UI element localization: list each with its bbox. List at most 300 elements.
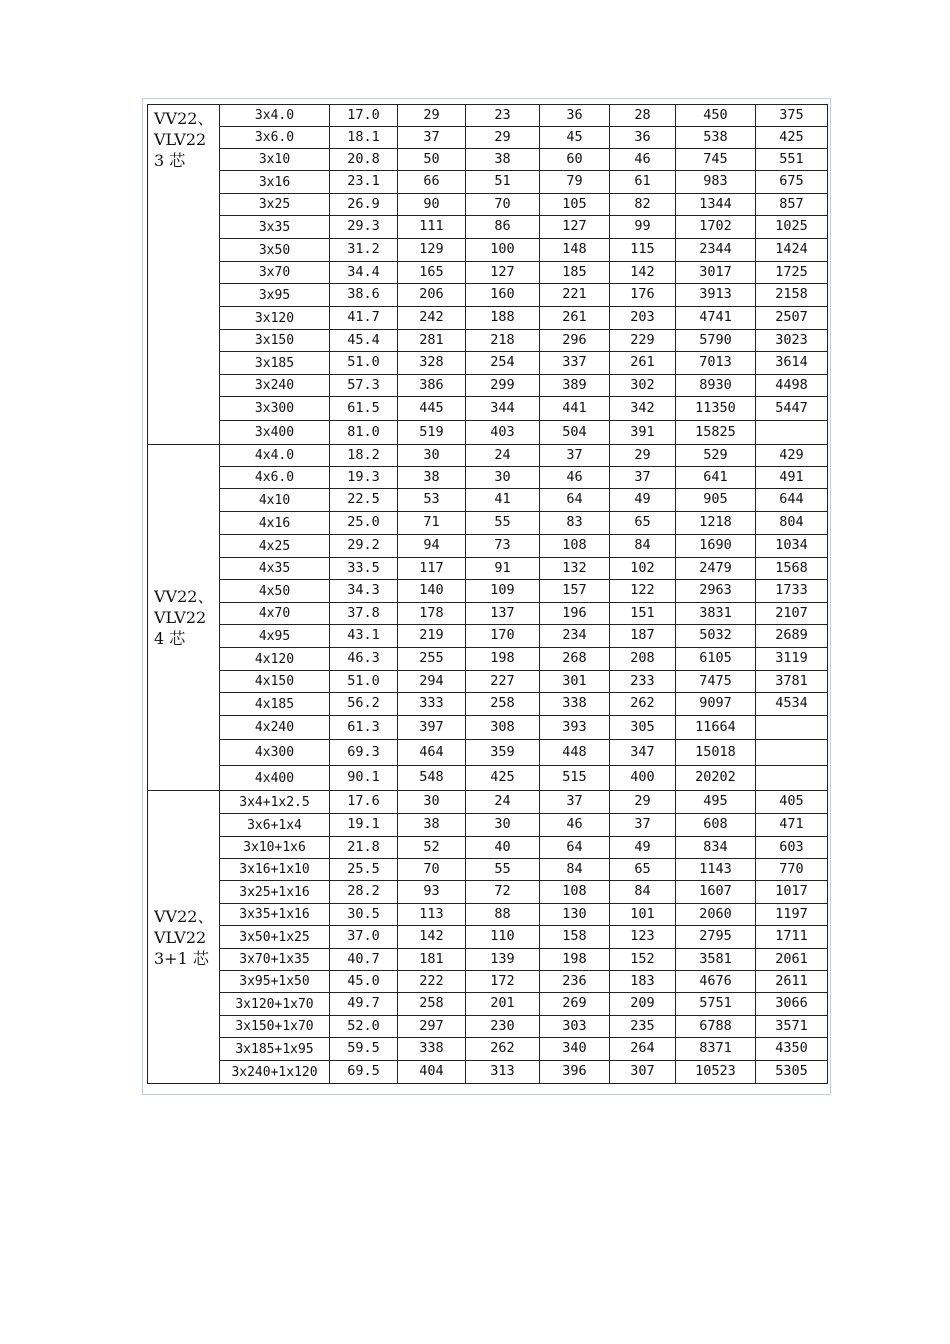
cell-outer-diameter: 52.0 <box>330 1016 398 1038</box>
cell-value-d: 46 <box>610 149 676 171</box>
cell-value-b: 109 <box>466 580 540 603</box>
table-row <box>148 671 828 693</box>
cell-spec: 4x240 <box>220 716 330 740</box>
cell-value-c: 515 <box>540 766 610 791</box>
cell-value-a: 404 <box>398 1061 466 1084</box>
cell-value-e: 529 <box>676 445 756 467</box>
cell-outer-diameter: 28.2 <box>330 881 398 904</box>
cell-value-e: 11664 <box>676 716 756 740</box>
cell-spec: 4x4.0 <box>220 445 330 467</box>
cell-value-e: 5751 <box>676 993 756 1016</box>
cell-spec: 3x25 <box>220 194 330 216</box>
cell-value-b: 230 <box>466 1016 540 1038</box>
cell-value-b: 172 <box>466 971 540 993</box>
cell-value-f: 644 <box>756 489 828 512</box>
cell-value-c: 105 <box>540 194 610 216</box>
cell-value-d: 233 <box>610 671 676 693</box>
cell-value-a: 445 <box>398 397 466 421</box>
cell-value-e: 4676 <box>676 971 756 993</box>
table-row <box>148 693 828 716</box>
cell-outer-diameter: 59.5 <box>330 1038 398 1061</box>
cell-spec: 3x50+1x25 <box>220 926 330 949</box>
cell-spec: 3x6+1x4 <box>220 814 330 837</box>
cell-value-b: 218 <box>466 330 540 352</box>
table-row <box>148 307 828 330</box>
cell-value-b: 262 <box>466 1038 540 1061</box>
cell-spec: 3x70 <box>220 262 330 284</box>
cell-value-d: 305 <box>610 716 676 740</box>
cell-value-b: 73 <box>466 535 540 558</box>
cell-value-b: 30 <box>466 814 540 837</box>
cell-value-d: 264 <box>610 1038 676 1061</box>
cell-outer-diameter: 45.0 <box>330 971 398 993</box>
table-row <box>148 648 828 671</box>
cell-spec: 3x35 <box>220 216 330 239</box>
table-row <box>148 814 828 837</box>
cell-value-b: 88 <box>466 904 540 926</box>
cell-value-e: 2963 <box>676 580 756 603</box>
cell-value-b: 258 <box>466 693 540 716</box>
cell-value-c: 303 <box>540 1016 610 1038</box>
cell-value-a: 294 <box>398 671 466 693</box>
cell-value-d: 229 <box>610 330 676 352</box>
cell-outer-diameter: 29.2 <box>330 535 398 558</box>
table-row <box>148 216 828 239</box>
cell-value-e: 8371 <box>676 1038 756 1061</box>
cell-value-f: 1197 <box>756 904 828 926</box>
cell-spec: 3x35+1x16 <box>220 904 330 926</box>
cell-spec: 4x95 <box>220 625 330 648</box>
cell-outer-diameter: 18.1 <box>330 127 398 149</box>
cell-value-d: 176 <box>610 284 676 307</box>
cell-value-f: 425 <box>756 127 828 149</box>
cell-value-f: 5447 <box>756 397 828 421</box>
cell-value-b: 55 <box>466 859 540 881</box>
cell-value-a: 38 <box>398 814 466 837</box>
cell-outer-diameter: 33.5 <box>330 558 398 580</box>
cell-value-a: 328 <box>398 352 466 375</box>
table-row <box>148 1061 828 1084</box>
cell-value-a: 38 <box>398 467 466 489</box>
table-row <box>148 971 828 993</box>
cell-outer-diameter: 17.6 <box>330 791 398 814</box>
cell-value-f: 5305 <box>756 1061 828 1084</box>
cell-outer-diameter: 43.1 <box>330 625 398 648</box>
table-row <box>148 949 828 971</box>
cell-value-c: 45 <box>540 127 610 149</box>
cell-value-b: 308 <box>466 716 540 740</box>
table-row <box>148 535 828 558</box>
cell-value-e: 1143 <box>676 859 756 881</box>
cell-outer-diameter: 23.1 <box>330 171 398 194</box>
cell-value-c: 268 <box>540 648 610 671</box>
cell-spec: 3x25+1x16 <box>220 881 330 904</box>
cell-value-f: 4498 <box>756 375 828 397</box>
cell-value-b: 344 <box>466 397 540 421</box>
cell-value-a: 219 <box>398 625 466 648</box>
table-row <box>148 397 828 421</box>
cell-value-d: 152 <box>610 949 676 971</box>
cell-value-b: 170 <box>466 625 540 648</box>
cell-value-d: 307 <box>610 1061 676 1084</box>
cell-spec: 3x95+1x50 <box>220 971 330 993</box>
cell-value-b: 201 <box>466 993 540 1016</box>
cell-value-d: 49 <box>610 837 676 859</box>
cell-value-c: 340 <box>540 1038 610 1061</box>
cell-value-a: 297 <box>398 1016 466 1038</box>
table-row <box>148 171 828 194</box>
cell-value-a: 70 <box>398 859 466 881</box>
group-label-line: VV22、 <box>154 906 214 926</box>
cell-value-f: 4350 <box>756 1038 828 1061</box>
cell-value-d: 391 <box>610 421 676 445</box>
table-row <box>148 837 828 859</box>
cell-value-f: 1424 <box>756 239 828 262</box>
cell-value-c: 127 <box>540 216 610 239</box>
cell-outer-diameter: 41.7 <box>330 307 398 330</box>
cell-value-e: 7475 <box>676 671 756 693</box>
cell-value-e: 1690 <box>676 535 756 558</box>
cell-value-f: 3571 <box>756 1016 828 1038</box>
cell-spec: 4x120 <box>220 648 330 671</box>
cell-value-a: 464 <box>398 740 466 766</box>
cell-value-a: 90 <box>398 194 466 216</box>
cell-value-a: 178 <box>398 603 466 625</box>
cell-value-b: 110 <box>466 926 540 949</box>
cell-value-a: 29 <box>398 105 466 127</box>
cell-value-f: 551 <box>756 149 828 171</box>
table-row <box>148 603 828 625</box>
cell-outer-diameter: 61.5 <box>330 397 398 421</box>
cell-value-b: 425 <box>466 766 540 791</box>
table-row <box>148 330 828 352</box>
cell-value-a: 242 <box>398 307 466 330</box>
cell-value-a: 386 <box>398 375 466 397</box>
cell-value-b: 86 <box>466 216 540 239</box>
cell-value-e: 1702 <box>676 216 756 239</box>
cell-value-c: 157 <box>540 580 610 603</box>
cell-outer-diameter: 37.0 <box>330 926 398 949</box>
cell-value-a: 30 <box>398 791 466 814</box>
cell-value-e: 1344 <box>676 194 756 216</box>
cell-value-b: 313 <box>466 1061 540 1084</box>
cell-value-c: 393 <box>540 716 610 740</box>
cell-value-f: 2061 <box>756 949 828 971</box>
cell-value-d: 151 <box>610 603 676 625</box>
cell-value-f: 1568 <box>756 558 828 580</box>
cell-value-d: 122 <box>610 580 676 603</box>
cell-outer-diameter: 51.0 <box>330 352 398 375</box>
cell-outer-diameter: 51.0 <box>330 671 398 693</box>
cell-value-f: 471 <box>756 814 828 837</box>
cell-value-e: 608 <box>676 814 756 837</box>
cell-outer-diameter: 22.5 <box>330 489 398 512</box>
cell-value-f: 3781 <box>756 671 828 693</box>
cell-value-b: 41 <box>466 489 540 512</box>
cell-value-d: 203 <box>610 307 676 330</box>
cell-value-e: 641 <box>676 467 756 489</box>
cell-value-f <box>756 740 828 766</box>
cell-spec: 3x240+1x120 <box>220 1061 330 1084</box>
cell-value-f: 491 <box>756 467 828 489</box>
cell-value-c: 84 <box>540 859 610 881</box>
cell-value-f: 1025 <box>756 216 828 239</box>
cell-value-c: 198 <box>540 949 610 971</box>
table-row <box>148 904 828 926</box>
group-label-cell <box>148 105 220 445</box>
cell-value-b: 72 <box>466 881 540 904</box>
cell-value-d: 261 <box>610 352 676 375</box>
table-row <box>148 580 828 603</box>
cell-outer-diameter: 49.7 <box>330 993 398 1016</box>
cell-value-d: 400 <box>610 766 676 791</box>
group-label-line: VLV22 <box>154 130 207 149</box>
cell-value-d: 37 <box>610 814 676 837</box>
cell-value-f <box>756 421 828 445</box>
table-row <box>148 993 828 1016</box>
cell-value-c: 301 <box>540 671 610 693</box>
cell-spec: 3x6.0 <box>220 127 330 149</box>
cell-value-a: 71 <box>398 512 466 535</box>
cell-value-f: 675 <box>756 171 828 194</box>
cell-value-c: 108 <box>540 535 610 558</box>
cell-value-c: 132 <box>540 558 610 580</box>
cell-spec: 4x400 <box>220 766 330 791</box>
cell-value-c: 37 <box>540 445 610 467</box>
cell-value-a: 111 <box>398 216 466 239</box>
cell-value-e: 15018 <box>676 740 756 766</box>
cell-value-d: 36 <box>610 127 676 149</box>
cell-value-c: 221 <box>540 284 610 307</box>
cell-value-b: 38 <box>466 149 540 171</box>
cell-value-d: 65 <box>610 859 676 881</box>
cell-value-d: 187 <box>610 625 676 648</box>
cell-value-b: 30 <box>466 467 540 489</box>
cell-value-c: 46 <box>540 814 610 837</box>
cell-value-c: 296 <box>540 330 610 352</box>
cell-value-c: 64 <box>540 489 610 512</box>
table-row <box>148 149 828 171</box>
cell-value-e: 450 <box>676 105 756 127</box>
cell-value-e: 1607 <box>676 881 756 904</box>
cell-value-e: 8930 <box>676 375 756 397</box>
cell-value-b: 100 <box>466 239 540 262</box>
cell-spec: 4x10 <box>220 489 330 512</box>
cell-spec: 4x35 <box>220 558 330 580</box>
cell-value-e: 495 <box>676 791 756 814</box>
cell-spec: 3x4.0 <box>220 105 330 127</box>
cell-value-d: 84 <box>610 881 676 904</box>
cell-outer-diameter: 26.9 <box>330 194 398 216</box>
cell-value-e: 3581 <box>676 949 756 971</box>
cell-outer-diameter: 69.3 <box>330 740 398 766</box>
table-row <box>148 881 828 904</box>
cell-value-e: 3017 <box>676 262 756 284</box>
cell-value-c: 185 <box>540 262 610 284</box>
cell-value-d: 262 <box>610 693 676 716</box>
cell-value-c: 448 <box>540 740 610 766</box>
cell-spec: 3x10 <box>220 149 330 171</box>
cell-value-e: 2344 <box>676 239 756 262</box>
cell-outer-diameter: 46.3 <box>330 648 398 671</box>
group-label-line: VLV22 <box>154 608 207 627</box>
cell-value-c: 504 <box>540 421 610 445</box>
cell-value-e: 3831 <box>676 603 756 625</box>
cell-value-e: 7013 <box>676 352 756 375</box>
cell-value-b: 160 <box>466 284 540 307</box>
cell-value-f: 2689 <box>756 625 828 648</box>
cell-value-b: 23 <box>466 105 540 127</box>
cell-value-f: 1725 <box>756 262 828 284</box>
cell-spec: 3x70+1x35 <box>220 949 330 971</box>
cell-value-f: 375 <box>756 105 828 127</box>
cell-value-c: 338 <box>540 693 610 716</box>
cell-value-a: 66 <box>398 171 466 194</box>
group-label-line: 3+1 芯 <box>154 948 209 968</box>
cell-spec: 3x150 <box>220 330 330 352</box>
cell-value-d: 99 <box>610 216 676 239</box>
cell-outer-diameter: 34.3 <box>330 580 398 603</box>
cell-value-a: 397 <box>398 716 466 740</box>
cell-value-d: 235 <box>610 1016 676 1038</box>
cell-spec: 4x185 <box>220 693 330 716</box>
cell-value-d: 302 <box>610 375 676 397</box>
cell-spec: 4x300 <box>220 740 330 766</box>
cell-value-e: 10523 <box>676 1061 756 1084</box>
cell-outer-diameter: 56.2 <box>330 693 398 716</box>
cell-value-f: 3066 <box>756 993 828 1016</box>
table-row <box>148 262 828 284</box>
cell-spec: 3x185 <box>220 352 330 375</box>
cell-value-a: 129 <box>398 239 466 262</box>
cell-spec: 3x16+1x10 <box>220 859 330 881</box>
cell-value-c: 79 <box>540 171 610 194</box>
cell-outer-diameter: 37.8 <box>330 603 398 625</box>
group-label-line: VV22、 <box>154 109 214 128</box>
table-row <box>148 1038 828 1061</box>
group-label-line: VV22、 <box>154 587 214 606</box>
cell-value-b: 254 <box>466 352 540 375</box>
cell-value-b: 29 <box>466 127 540 149</box>
cell-spec: 3x400 <box>220 421 330 445</box>
cell-value-f: 3023 <box>756 330 828 352</box>
table-row <box>148 467 828 489</box>
cell-spec: 3x10+1x6 <box>220 837 330 859</box>
cell-outer-diameter: 81.0 <box>330 421 398 445</box>
cell-value-f: 1034 <box>756 535 828 558</box>
cell-value-e: 983 <box>676 171 756 194</box>
table-row <box>148 421 828 445</box>
cell-spec: 4x16 <box>220 512 330 535</box>
cell-value-a: 338 <box>398 1038 466 1061</box>
cell-outer-diameter: 21.8 <box>330 837 398 859</box>
cell-value-b: 227 <box>466 671 540 693</box>
cell-value-f: 3614 <box>756 352 828 375</box>
cell-outer-diameter: 34.4 <box>330 262 398 284</box>
cell-spec: 3x300 <box>220 397 330 421</box>
cell-value-f: 1017 <box>756 881 828 904</box>
cell-value-f: 1733 <box>756 580 828 603</box>
table-row <box>148 859 828 881</box>
table-row <box>148 558 828 580</box>
cell-value-f: 2611 <box>756 971 828 993</box>
cell-spec: 3x120 <box>220 307 330 330</box>
cell-outer-diameter: 57.3 <box>330 375 398 397</box>
cell-value-b: 91 <box>466 558 540 580</box>
cell-value-f: 1711 <box>756 926 828 949</box>
cell-spec: 4x70 <box>220 603 330 625</box>
cell-value-c: 337 <box>540 352 610 375</box>
cell-value-c: 441 <box>540 397 610 421</box>
cell-value-a: 519 <box>398 421 466 445</box>
table-row <box>148 926 828 949</box>
cell-value-e: 20202 <box>676 766 756 791</box>
cell-value-a: 206 <box>398 284 466 307</box>
cell-value-d: 102 <box>610 558 676 580</box>
cell-value-d: 37 <box>610 467 676 489</box>
cell-value-e: 4741 <box>676 307 756 330</box>
table-row <box>148 127 828 149</box>
cell-outer-diameter: 38.6 <box>330 284 398 307</box>
cell-value-c: 46 <box>540 467 610 489</box>
cell-value-e: 834 <box>676 837 756 859</box>
table-row <box>148 791 828 814</box>
cell-value-c: 36 <box>540 105 610 127</box>
cell-value-a: 142 <box>398 926 466 949</box>
cell-value-a: 140 <box>398 580 466 603</box>
cell-value-e: 745 <box>676 149 756 171</box>
cell-value-e: 3913 <box>676 284 756 307</box>
cell-value-d: 29 <box>610 445 676 467</box>
table-row <box>148 512 828 535</box>
cell-value-c: 269 <box>540 993 610 1016</box>
cell-value-b: 40 <box>466 837 540 859</box>
cell-outer-diameter: 69.5 <box>330 1061 398 1084</box>
cell-spec: 4x25 <box>220 535 330 558</box>
cell-value-d: 115 <box>610 239 676 262</box>
cell-value-f: 603 <box>756 837 828 859</box>
cell-value-e: 538 <box>676 127 756 149</box>
cell-value-c: 236 <box>540 971 610 993</box>
cell-value-a: 181 <box>398 949 466 971</box>
cell-value-e: 11350 <box>676 397 756 421</box>
cell-value-a: 165 <box>398 262 466 284</box>
cell-value-d: 29 <box>610 791 676 814</box>
cell-outer-diameter: 90.1 <box>330 766 398 791</box>
cell-value-a: 113 <box>398 904 466 926</box>
cell-value-e: 2060 <box>676 904 756 926</box>
group-label-cell <box>148 791 220 1084</box>
cell-value-a: 30 <box>398 445 466 467</box>
cell-value-a: 548 <box>398 766 466 791</box>
cell-value-a: 117 <box>398 558 466 580</box>
cell-value-b: 188 <box>466 307 540 330</box>
cell-value-c: 196 <box>540 603 610 625</box>
cell-value-f: 857 <box>756 194 828 216</box>
cell-spec: 3x185+1x95 <box>220 1038 330 1061</box>
cell-value-b: 359 <box>466 740 540 766</box>
table-row <box>148 375 828 397</box>
cell-outer-diameter: 31.2 <box>330 239 398 262</box>
cable-spec-table <box>147 104 828 1084</box>
cell-value-b: 127 <box>466 262 540 284</box>
cell-value-d: 347 <box>610 740 676 766</box>
cell-value-b: 70 <box>466 194 540 216</box>
cell-value-a: 37 <box>398 127 466 149</box>
cell-value-e: 6788 <box>676 1016 756 1038</box>
cell-value-f: 2107 <box>756 603 828 625</box>
cell-value-c: 83 <box>540 512 610 535</box>
